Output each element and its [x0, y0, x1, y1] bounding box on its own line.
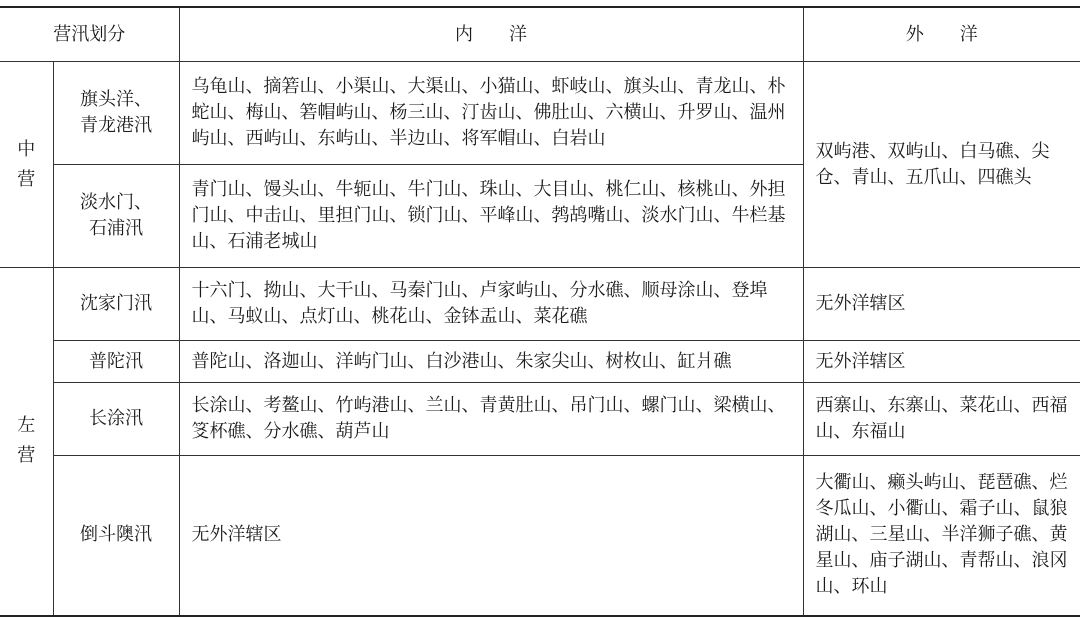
inner-islands: 乌龟山、摘箬山、小渠山、大渠山、小猫山、虾岐山、旗头山、青龙山、朴蛇山、梅山、箬帽屿山、杨三山、汀齿山、佛肚山、六横山、升罗山、温州屿山、西屿山、东屿山、半边山、将军帽山、白岩山	[179, 62, 803, 165]
xun-name: 长涂汛	[53, 383, 179, 456]
garrison-table	[0, 6, 1080, 617]
inner-islands: 青门山、馒头山、牛轭山、牛门山、珠山、大目山、桃仁山、核桃山、外担门山、中击山、里担门山、锁门山、平峰山、鹁鸪嘴山、淡水门山、牛栏基山、石浦老城山	[179, 165, 803, 268]
camp-zhong: 中 营	[0, 62, 53, 268]
header-division: 营汛划分	[0, 7, 179, 62]
outer-islands: 无外洋辖区	[803, 341, 1080, 383]
table-row	[0, 62, 1080, 165]
xun-name: 沈家门汛	[53, 268, 179, 341]
xun-name: 旗头洋、 青龙港汛	[53, 62, 179, 165]
xun-name: 普陀汛	[53, 341, 179, 383]
outer-islands: 大衢山、癞头屿山、琵琶礁、烂冬瓜山、小衢山、霜子山、鼠狼湖山、三星山、半洋狮子礁、黄星山、庙子湖山、青帮山、浪冈山、环山	[803, 456, 1080, 616]
table-row	[0, 456, 1080, 616]
table-row	[0, 268, 1080, 341]
inner-islands: 无外洋辖区	[179, 456, 803, 616]
inner-islands: 长涂山、考鳌山、竹屿港山、兰山、青黄肚山、吊门山、螺门山、梁横山、笅杯礁、分水礁、葫芦山	[179, 383, 803, 456]
table-row	[0, 383, 1080, 456]
xun-name: 倒斗隩汛	[53, 456, 179, 616]
header-inner: 内 洋	[179, 7, 803, 62]
inner-islands: 十六门、拗山、大干山、马秦门山、卢家屿山、分水礁、顺母涂山、登埠山、马蚁山、点灯山、桃花山、金钵盂山、菜花礁	[179, 268, 803, 341]
camp-zuo: 左 营	[0, 268, 53, 616]
header-row	[0, 7, 1080, 62]
outer-islands: 西寨山、东寨山、菜花山、西福山、东福山	[803, 383, 1080, 456]
inner-islands: 普陀山、洛迦山、洋屿门山、白沙港山、朱家尖山、树枚山、缸爿礁	[179, 341, 803, 383]
xun-name: 淡水门、 石浦汛	[53, 165, 179, 268]
header-outer: 外 洋	[803, 7, 1080, 62]
outer-islands: 双屿港、双屿山、白马礁、尖仓、青山、五爪山、四礁头	[803, 62, 1080, 268]
table-row	[0, 341, 1080, 383]
outer-islands: 无外洋辖区	[803, 268, 1080, 341]
